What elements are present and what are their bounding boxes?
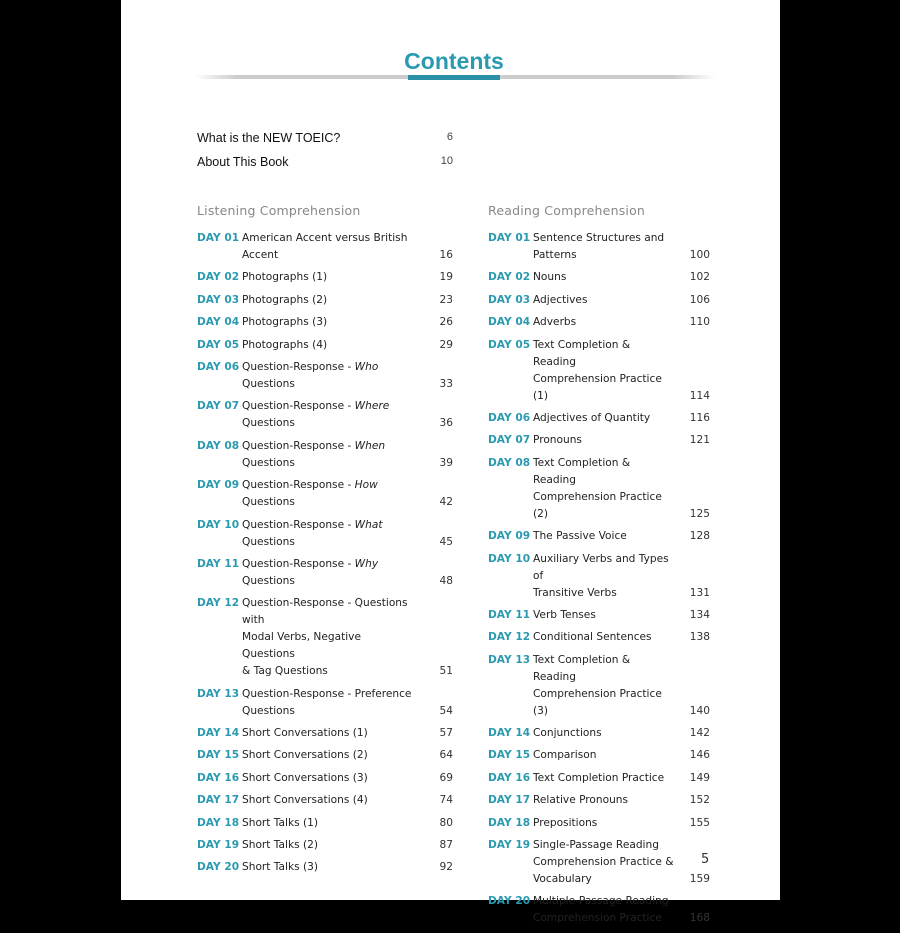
title-line (533, 269, 674, 286)
title-line (242, 837, 417, 854)
day-label: DAY 11 (488, 608, 531, 621)
title-text: When (354, 439, 386, 452)
toc-entry[interactable] (488, 893, 710, 927)
reading-entries (488, 230, 710, 927)
entry-page: 64 (439, 749, 453, 762)
day-label: DAY 04 (488, 316, 531, 329)
day-label: DAY 08 (488, 456, 531, 469)
toc-entry[interactable] (197, 398, 453, 432)
toc-entry[interactable] (488, 230, 710, 264)
title-line (242, 725, 417, 742)
entry-title (533, 292, 674, 309)
title-text: Verb Tenses (533, 608, 596, 621)
title-text: Questions (242, 574, 295, 587)
title-line (533, 410, 674, 427)
entry-page: 138 (689, 631, 710, 644)
toc-entry[interactable] (197, 686, 453, 720)
title-line (533, 585, 674, 602)
toc-entry[interactable] (197, 314, 453, 331)
entry-title (533, 337, 674, 405)
entry-title (533, 410, 674, 427)
toc-entry[interactable] (488, 410, 710, 427)
page-title: Contents (404, 48, 504, 74)
entry-page: 146 (689, 749, 710, 762)
day-label: DAY 07 (197, 400, 240, 413)
day-label: DAY 05 (488, 338, 531, 351)
title-line (242, 359, 417, 393)
entry-title (242, 725, 417, 742)
title-line (533, 837, 674, 854)
title-rule-accent (408, 75, 500, 80)
day-label: DAY 03 (197, 293, 240, 306)
entry-page: 149 (689, 771, 710, 784)
title-line (242, 770, 417, 787)
title-text: Text Completion & Reading (533, 653, 631, 683)
toc-entry[interactable] (488, 337, 710, 405)
entry-page: 36 (439, 417, 453, 430)
toc-entry[interactable] (197, 859, 453, 876)
day-label: DAY 04 (197, 316, 240, 329)
entry-page: 152 (689, 794, 710, 807)
day-label: DAY 09 (488, 530, 531, 543)
entry-title (533, 770, 674, 787)
title-text: Text Completion & Reading (533, 338, 631, 368)
title-text: Questions (242, 417, 295, 430)
entry-page: 10 (440, 155, 453, 167)
entry-page: 39 (439, 456, 453, 469)
entry-title: About This Book (197, 155, 289, 169)
title-line (533, 725, 674, 742)
day-label: DAY 16 (488, 771, 531, 784)
entry-page: 33 (439, 377, 453, 390)
entry-title (533, 230, 674, 264)
entry-page: 155 (689, 816, 710, 829)
toc-entry[interactable] (197, 747, 453, 764)
title-text: Comprehension Practice (533, 912, 662, 925)
entry-page: 23 (439, 293, 453, 306)
title-text: Multiple-Passage Reading (533, 895, 669, 908)
toc-entry[interactable] (197, 155, 453, 179)
title-rule (195, 75, 715, 79)
day-label: DAY 14 (197, 727, 240, 740)
toc-entry[interactable] (197, 517, 453, 551)
entry-title (242, 438, 417, 472)
entry-title (533, 893, 674, 927)
entry-page: 106 (689, 293, 710, 306)
day-label: DAY 02 (197, 271, 240, 284)
title-line (242, 438, 417, 472)
toc-entry[interactable] (197, 269, 453, 286)
entry-page: 159 (689, 873, 710, 886)
day-label: DAY 10 (488, 552, 531, 565)
entry-page: 100 (689, 249, 710, 261)
section-heading: Listening Comprehension (197, 203, 361, 218)
title-line (533, 230, 674, 247)
day-label: DAY 03 (488, 293, 531, 306)
title-line (533, 528, 674, 545)
title-text: Comparison (533, 749, 597, 762)
day-label: DAY 06 (488, 411, 531, 424)
title-line (242, 517, 417, 551)
title-text: Photographs (4) (242, 338, 328, 351)
title-line (242, 314, 417, 331)
title-text: Questions (242, 496, 295, 509)
entry-title (533, 607, 674, 624)
entry-page: 125 (689, 507, 710, 520)
title-text: American Accent versus British Accent (242, 232, 408, 261)
title-text: Why (354, 557, 379, 570)
title-line (533, 652, 674, 686)
toc-entry[interactable] (488, 314, 710, 331)
day-label: DAY 01 (197, 232, 240, 244)
entry-page: 57 (439, 727, 453, 740)
entry-page: 87 (439, 839, 453, 852)
toc-entry[interactable] (197, 230, 453, 264)
entry-page: 80 (439, 816, 453, 829)
title-text: Short Conversations (4) (242, 794, 368, 807)
day-label: DAY 15 (488, 749, 531, 762)
toc-entry[interactable] (488, 455, 710, 523)
day-label: DAY 16 (197, 771, 240, 784)
title-line (242, 703, 417, 720)
entry-page: 140 (689, 704, 710, 717)
title-text: Question-Response - Preference (242, 687, 412, 700)
day-label: DAY 08 (197, 439, 240, 452)
title-text: Text Completion & Reading (533, 456, 631, 486)
document-page (121, 0, 780, 925)
title-text: Short Conversations (2) (242, 749, 368, 762)
title-text: Vocabulary (533, 873, 592, 886)
entry-title (242, 792, 417, 809)
toc-entry[interactable] (488, 792, 710, 809)
entry-page: 134 (689, 608, 710, 621)
title-line (242, 269, 417, 286)
title-text: Questions (242, 535, 295, 548)
title-line (533, 247, 674, 264)
day-label: DAY 01 (488, 232, 531, 244)
title-line (533, 747, 674, 764)
title-line (242, 556, 417, 590)
title-text: The Passive Voice (533, 530, 627, 543)
title-line (242, 477, 417, 511)
title-line (242, 815, 417, 832)
entry-title (242, 747, 417, 764)
day-label: DAY 13 (488, 653, 531, 666)
title-line (533, 455, 674, 489)
title-text: Short Talks (2) (242, 839, 318, 852)
entry-title (533, 725, 674, 742)
entry-page: 114 (689, 389, 710, 402)
toc-entry[interactable] (488, 725, 710, 742)
entry-page: 74 (439, 794, 453, 807)
toc-entry[interactable] (488, 292, 710, 309)
entry-title (242, 398, 417, 432)
entry-page: 168 (689, 912, 710, 925)
toc-entry[interactable] (197, 792, 453, 809)
title-text: Question-Response - Questions with (242, 597, 408, 627)
title-text: Nouns (533, 271, 567, 284)
toc-entry[interactable] (488, 528, 710, 545)
title-line (242, 337, 417, 354)
title-text: Question-Response - (242, 518, 355, 531)
entry-page: 42 (439, 496, 453, 509)
title-text: How (354, 479, 378, 492)
toc-entry[interactable] (197, 725, 453, 742)
entry-title (533, 432, 674, 449)
title-text: Short Conversations (1) (242, 727, 368, 740)
title-line (533, 607, 674, 624)
title-line (533, 871, 674, 888)
toc-entry[interactable] (488, 770, 710, 787)
entry-page: 110 (689, 316, 710, 329)
day-label: DAY 13 (197, 687, 240, 700)
title-line (242, 686, 417, 703)
day-label: DAY 20 (488, 895, 531, 908)
entry-page: 128 (689, 530, 710, 543)
day-label: DAY 05 (197, 338, 240, 351)
entry-title (242, 230, 417, 264)
entry-title (533, 792, 674, 809)
title-text: Modal Verbs, Negative Questions (242, 631, 361, 661)
toc-entry[interactable] (197, 837, 453, 854)
day-label: DAY 10 (197, 518, 240, 531)
title-text: Questions (242, 377, 295, 390)
intro-list (197, 131, 453, 179)
entry-page: 19 (439, 271, 453, 284)
title-line (533, 910, 674, 927)
toc-entry[interactable] (488, 815, 710, 832)
title-text: Questions (242, 704, 295, 717)
entry-title (533, 747, 674, 764)
entry-title (242, 859, 417, 876)
day-label: DAY 09 (197, 479, 240, 492)
toc-entry[interactable] (488, 747, 710, 764)
title-text: Question-Response - (242, 360, 355, 373)
toc-entry[interactable] (488, 652, 710, 720)
entry-page: 45 (439, 535, 453, 548)
title-line (533, 551, 674, 585)
entry-title (533, 837, 674, 888)
title-text: Comprehension Practice (2) (533, 490, 662, 520)
toc-entry[interactable] (488, 432, 710, 449)
title-line (242, 859, 417, 876)
title-text: Sentence Structures and (533, 232, 665, 244)
toc-entry[interactable] (488, 607, 710, 624)
title-text: Where (354, 400, 390, 413)
entry-page: 92 (439, 861, 453, 874)
title-text: Question-Response - (242, 400, 355, 413)
toc-entry[interactable] (197, 477, 453, 511)
title-text: Photographs (2) (242, 293, 328, 306)
day-label: DAY 20 (197, 861, 240, 874)
title-line (242, 629, 417, 663)
listening-column (197, 203, 453, 882)
title-text: Pronouns (533, 434, 582, 447)
day-label: DAY 12 (197, 597, 240, 610)
day-label: DAY 17 (197, 794, 240, 807)
title-text: Conjunctions (533, 727, 602, 740)
entry-title (242, 837, 417, 854)
entry-page: 69 (439, 771, 453, 784)
title-line (533, 371, 674, 405)
day-label: DAY 06 (197, 360, 240, 373)
entry-page: 48 (439, 574, 453, 587)
listening-entries (197, 230, 453, 876)
title-text: Who (354, 360, 379, 373)
day-label: DAY 19 (197, 839, 240, 852)
entry-title (533, 314, 674, 331)
title-line (242, 230, 417, 264)
entry-page: 6 (446, 131, 453, 143)
reading-column (488, 203, 710, 933)
day-label: DAY 12 (488, 631, 531, 644)
entry-page: 51 (439, 665, 453, 678)
toc-entry[interactable] (197, 595, 453, 680)
title-text: Photographs (1) (242, 271, 328, 284)
title-text: Transitive Verbs (533, 586, 617, 599)
title-text: Question-Response - (242, 479, 355, 492)
title-text: Adjectives (533, 293, 588, 306)
title-line (533, 686, 674, 720)
page-number: 5 (701, 852, 710, 867)
title-line (242, 663, 417, 680)
title-text: Question-Response - (242, 439, 355, 452)
title-text: Short Talks (3) (242, 861, 318, 874)
entry-page: 102 (689, 271, 710, 284)
title-text: Conditional Sentences (533, 631, 652, 644)
title-text: Questions (242, 456, 295, 469)
title-text: Adverbs (533, 316, 577, 329)
title-line (242, 792, 417, 809)
entry-title (242, 770, 417, 787)
entry-title (242, 337, 417, 354)
title-text: Short Conversations (3) (242, 771, 368, 784)
entry-page: 16 (439, 249, 453, 261)
entry-page: 26 (439, 316, 453, 329)
day-label: DAY 18 (197, 816, 240, 829)
title-text: Adjectives of Quantity (533, 411, 651, 424)
title-line (533, 432, 674, 449)
title-line (533, 314, 674, 331)
title-line (533, 337, 674, 371)
toc-entry[interactable] (197, 131, 453, 155)
entry-title (242, 556, 417, 590)
toc-entry[interactable] (488, 629, 710, 646)
entry-page: 142 (689, 727, 710, 740)
day-label: DAY 02 (488, 271, 531, 284)
entry-title (533, 629, 674, 646)
entry-title (242, 595, 417, 680)
title-line (242, 747, 417, 764)
title-line (533, 292, 674, 309)
entry-title (533, 269, 674, 286)
section-heading: Reading Comprehension (488, 203, 646, 218)
title-line (242, 398, 417, 432)
title-text: Photographs (3) (242, 316, 328, 329)
entry-title (533, 455, 674, 523)
title-line (533, 854, 674, 871)
title-text: & Tag Questions (242, 665, 328, 678)
day-label: DAY 07 (488, 434, 531, 447)
entry-page: 131 (689, 586, 710, 599)
entry-page: 54 (439, 704, 453, 717)
title-line (533, 792, 674, 809)
entry-title: What is the NEW TOEIC? (197, 131, 341, 145)
toc-entry[interactable] (197, 770, 453, 787)
entry-page: 121 (689, 434, 710, 447)
entry-title (242, 292, 417, 309)
title-text: Short Talks (1) (242, 816, 318, 829)
title-line (533, 489, 674, 523)
toc-entry[interactable] (488, 837, 710, 888)
entry-title (242, 314, 417, 331)
day-label: DAY 18 (488, 816, 531, 829)
day-label: DAY 14 (488, 727, 531, 740)
toc-entry[interactable] (197, 359, 453, 393)
title-text: Text Completion Practice (533, 771, 665, 784)
day-label: DAY 17 (488, 794, 531, 807)
title-text: Prepositions (533, 816, 598, 829)
entry-title (533, 551, 674, 602)
entry-title (242, 359, 417, 393)
title-text: Single-Passage Reading (533, 839, 659, 852)
entry-title (533, 815, 674, 832)
toc-entry[interactable] (197, 292, 453, 309)
title-line (533, 629, 674, 646)
title-line (242, 595, 417, 629)
title-line (533, 770, 674, 787)
title-text: Comprehension Practice (3) (533, 687, 662, 717)
title-text: Auxiliary Verbs and Types of (533, 552, 669, 582)
entry-title (533, 528, 674, 545)
toc-entry[interactable] (488, 269, 710, 286)
toc-entry[interactable] (488, 551, 710, 602)
title-line (533, 893, 674, 910)
entry-title (242, 517, 417, 551)
entry-title (242, 686, 417, 720)
title-text: Patterns (533, 249, 577, 261)
day-label: DAY 11 (197, 557, 240, 570)
entry-title (242, 815, 417, 832)
toc-entry[interactable] (197, 815, 453, 832)
entry-title (533, 652, 674, 720)
title-text: What (354, 518, 383, 531)
entry-page: 29 (439, 338, 453, 351)
toc-entry[interactable] (197, 556, 453, 590)
title-text: Comprehension Practice & (533, 856, 674, 869)
toc-entry[interactable] (197, 337, 453, 354)
title-line (242, 292, 417, 309)
entry-title (242, 477, 417, 511)
entry-title (242, 269, 417, 286)
title-text: Relative Pronouns (533, 794, 629, 807)
entry-page: 116 (689, 411, 710, 424)
toc-entry[interactable] (197, 438, 453, 472)
title-text: Question-Response - (242, 557, 355, 570)
day-label: DAY 15 (197, 749, 240, 762)
day-label: DAY 19 (488, 839, 531, 852)
title-text: Comprehension Practice (1) (533, 372, 662, 402)
title-line (533, 815, 674, 832)
